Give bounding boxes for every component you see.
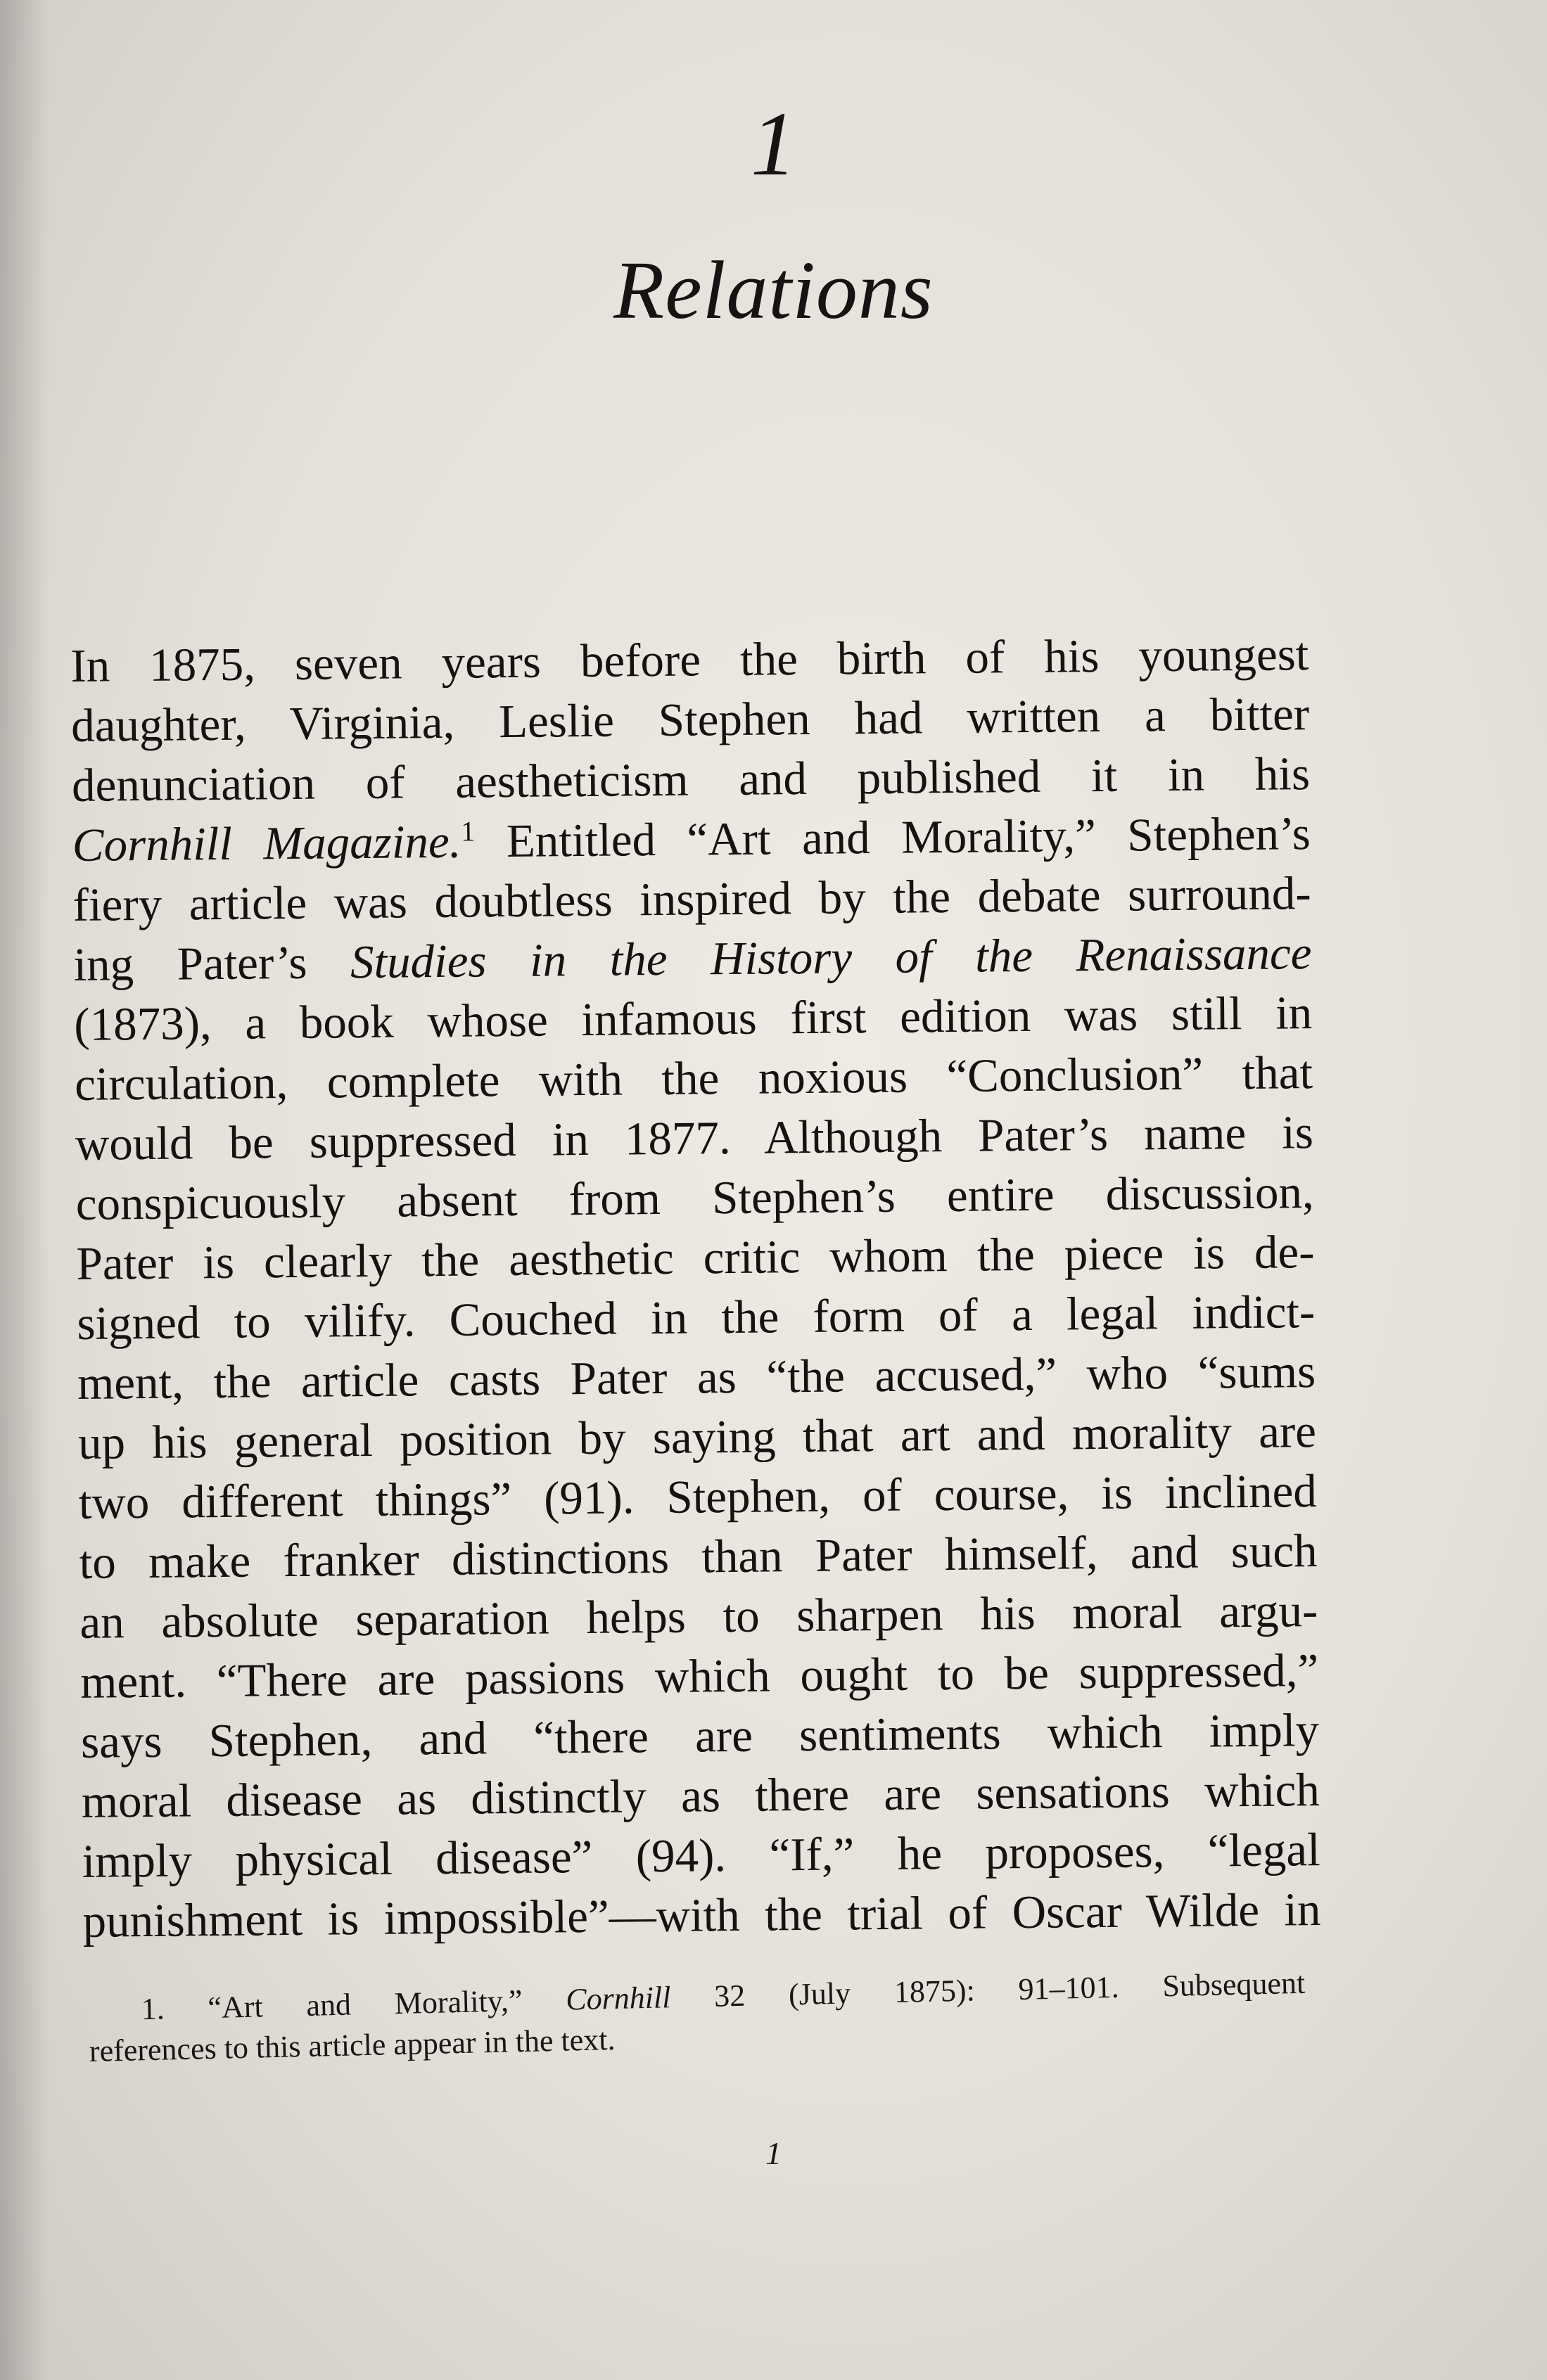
body-line: moral disease as distinctly as there are sensations which [81, 1764, 1320, 1828]
body-line: punishment is impossible”—with the trial of Oscar Wilde in [82, 1883, 1321, 1947]
body-line: says Stephen, and “there are sentiments which imply [80, 1704, 1320, 1768]
body-line: denunciation of aestheticism and published it in his [71, 748, 1311, 812]
footnote-journal: Cornhill [565, 1980, 671, 2017]
body-line: (1873), a book whose infamous first edition was still in [73, 987, 1313, 1051]
body-line: ment. “There are passions which ought to be suppressed,” [79, 1644, 1319, 1708]
chapter-title: Relations [613, 244, 934, 336]
magazine-title: Cornhill Magazine. [72, 815, 461, 871]
body-line: Pater is clearly the aesthetic critic whom the piece is de- [76, 1226, 1315, 1290]
body-line: fiery article was doubtless inspired by the debate surround- [72, 867, 1311, 931]
gutter-shadow [0, 0, 49, 2380]
body-line: ment, the article casts Pater as “the accused,” who “sums [77, 1345, 1316, 1409]
footnote-details: 32 (July 1875): 91–101. Subsequent [713, 1965, 1306, 2014]
body-line: daughter, Virginia, Leslie Stephen had written a bitter [70, 688, 1310, 752]
body-line: signed to vilify. Couched in the form of a legal indict- [77, 1286, 1316, 1350]
footnote-citation: “Art and Morality,” [207, 1983, 523, 2026]
body-line-text: Entitled “Art and Morality,” Stephen’s [506, 807, 1311, 868]
body-line: circulation, complete with the noxious “Conclusion” that [74, 1047, 1313, 1111]
body-line: conspicuously absent from Stephen’s entire discussion, [75, 1166, 1315, 1230]
body-line: two different things” (91). Stephen, of course, is inclined [78, 1465, 1318, 1529]
book-title: Studies in the History of the Renaissance [350, 927, 1312, 989]
body-line: In 1875, seven years before the birth of his youngest [70, 628, 1309, 692]
body-line: imply physical disease” (94). “If,” he proposes, “legal [82, 1824, 1320, 1888]
page-number: 1 [765, 2135, 782, 2171]
body-line: an absolute separation helps to sharpen his moral argu- [79, 1585, 1318, 1649]
footnote-line: references to this article appear in the text. [89, 2022, 616, 2068]
body-line-text: ing Pater’s [73, 936, 307, 991]
chapter-number: 1 [751, 94, 796, 195]
body-line: to make franker distinctions than Pater himself, and such [79, 1525, 1318, 1589]
footnote [88, 1963, 1306, 2072]
footnote-marker: 1 [461, 815, 476, 847]
body-line: would be suppressed in 1877. Although Pater’s name is [75, 1106, 1314, 1170]
body-line: up his general position by saying that art and morality are [77, 1405, 1317, 1469]
footnote-number: 1. [141, 1991, 165, 2027]
body-text [70, 625, 1321, 1952]
